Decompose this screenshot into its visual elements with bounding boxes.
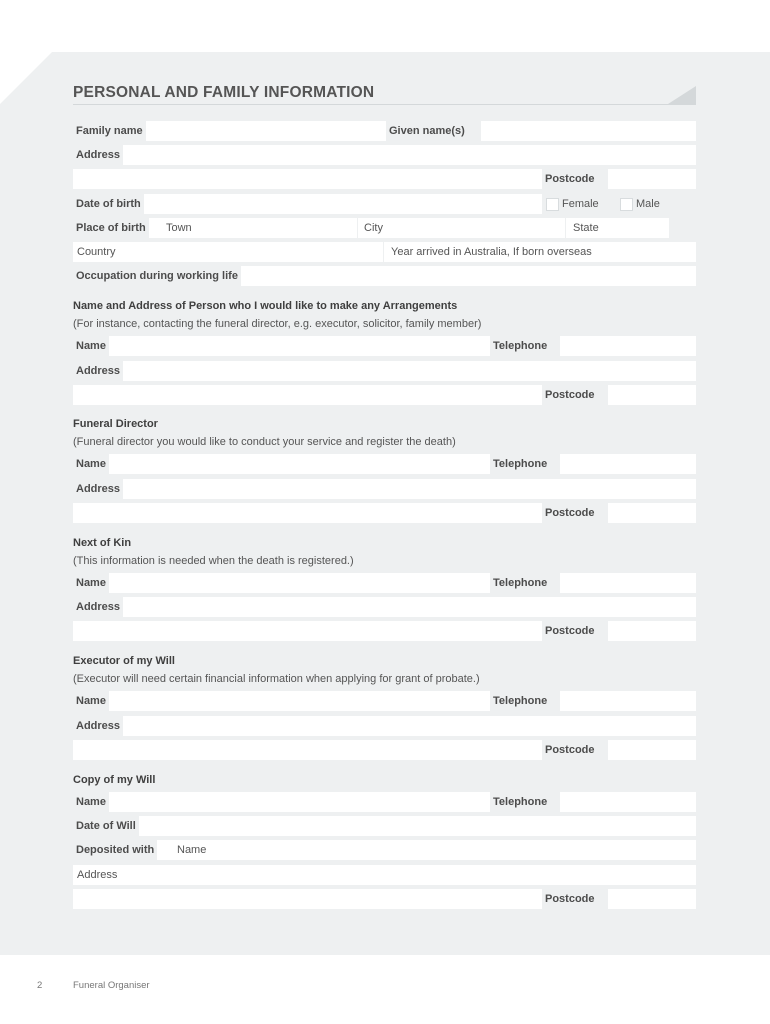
date-of-will-field[interactable] [73, 816, 696, 836]
deposited-name-label: Name [177, 844, 207, 856]
arrangements-name-field[interactable] [73, 336, 696, 356]
funeral-director-section-subtitle: (Funeral director you would like to conduct your service and register the death) [73, 436, 456, 448]
year-arrived-label: Year arrived in Australia, If born overseas [391, 246, 592, 258]
deposited-address-field[interactable] [73, 865, 696, 885]
state-label: State [573, 222, 599, 234]
name-label: Name [73, 454, 109, 474]
family-name-label: Family name [73, 121, 146, 141]
address-label: Address [73, 597, 123, 617]
postcode-label: Postcode [542, 503, 608, 523]
female-label: Female [562, 198, 599, 210]
arrangements-address-field[interactable] [73, 361, 696, 381]
executor-name-field[interactable] [73, 691, 696, 711]
next-of-kin-section-title: Next of Kin [73, 537, 132, 549]
name-label: Name [73, 573, 109, 593]
pob-divider-1 [357, 218, 358, 238]
postcode-label: Postcode [542, 385, 608, 405]
city-label: City [364, 222, 383, 234]
deposited-with-field[interactable] [73, 840, 696, 860]
occupation-label: Occupation during working life [73, 266, 241, 286]
next-of-kin-name-field[interactable] [73, 573, 696, 593]
country-field[interactable] [73, 242, 696, 262]
funeral-director-address-field[interactable] [73, 479, 696, 499]
postcode-label: Postcode [542, 889, 608, 909]
address-label: Address [73, 145, 123, 165]
panel-corner [0, 52, 52, 104]
pob-divider-2 [565, 218, 566, 238]
country-divider [383, 242, 384, 262]
telephone-label: Telephone [490, 454, 560, 474]
deposited-with-label: Deposited with [73, 840, 157, 860]
female-checkbox[interactable] [546, 198, 559, 211]
next-of-kin-address-field[interactable] [73, 597, 696, 617]
postcode-label: Postcode [542, 169, 608, 189]
page-number: 2 [37, 980, 43, 991]
arrangements-section-title: Name and Address of Person who I would like to make any Arrangements [73, 300, 458, 312]
title-tab-decoration [668, 86, 696, 104]
male-checkbox[interactable] [620, 198, 633, 211]
name-label: Name [73, 336, 109, 356]
name-label: Name [73, 792, 109, 812]
given-names-label: Given name(s) [386, 121, 481, 141]
funeral-director-name-field[interactable] [73, 454, 696, 474]
postcode-label: Postcode [542, 621, 608, 641]
male-label: Male [636, 198, 660, 210]
address-label: Address [73, 716, 123, 736]
postcode-label: Postcode [542, 740, 608, 760]
copy-of-will-section-title: Copy of my Will [73, 774, 156, 786]
address-label: Address [73, 361, 123, 381]
name-label: Name [73, 691, 109, 711]
town-label: Town [166, 222, 192, 234]
address-label: Address [73, 479, 123, 499]
funeral-director-section-title: Funeral Director [73, 418, 158, 430]
dob-label: Date of birth [73, 194, 144, 214]
copy-name-field[interactable] [73, 792, 696, 812]
telephone-label: Telephone [490, 691, 560, 711]
telephone-label: Telephone [490, 573, 560, 593]
telephone-label: Telephone [490, 792, 560, 812]
date-of-will-label: Date of Will [73, 816, 139, 836]
footer-title: Funeral Organiser [73, 980, 150, 991]
executor-section-subtitle: (Executor will need certain financial information when applying for grant of probate.) [73, 673, 480, 685]
family-name-field[interactable] [73, 121, 696, 141]
page-title: PERSONAL AND FAMILY INFORMATION [73, 84, 696, 105]
deposited-address-label: Address [77, 869, 118, 881]
arrangements-section-subtitle: (For instance, contacting the funeral director, e.g. executor, solicitor, family member) [73, 318, 482, 330]
country-label: Country [77, 246, 116, 258]
place-of-birth-label: Place of birth [73, 218, 149, 238]
address-field[interactable] [73, 145, 696, 165]
executor-section-title: Executor of my Will [73, 655, 175, 667]
telephone-label: Telephone [490, 336, 560, 356]
next-of-kin-section-subtitle: (This information is needed when the death is registered.) [73, 555, 354, 567]
executor-address-field[interactable] [73, 716, 696, 736]
